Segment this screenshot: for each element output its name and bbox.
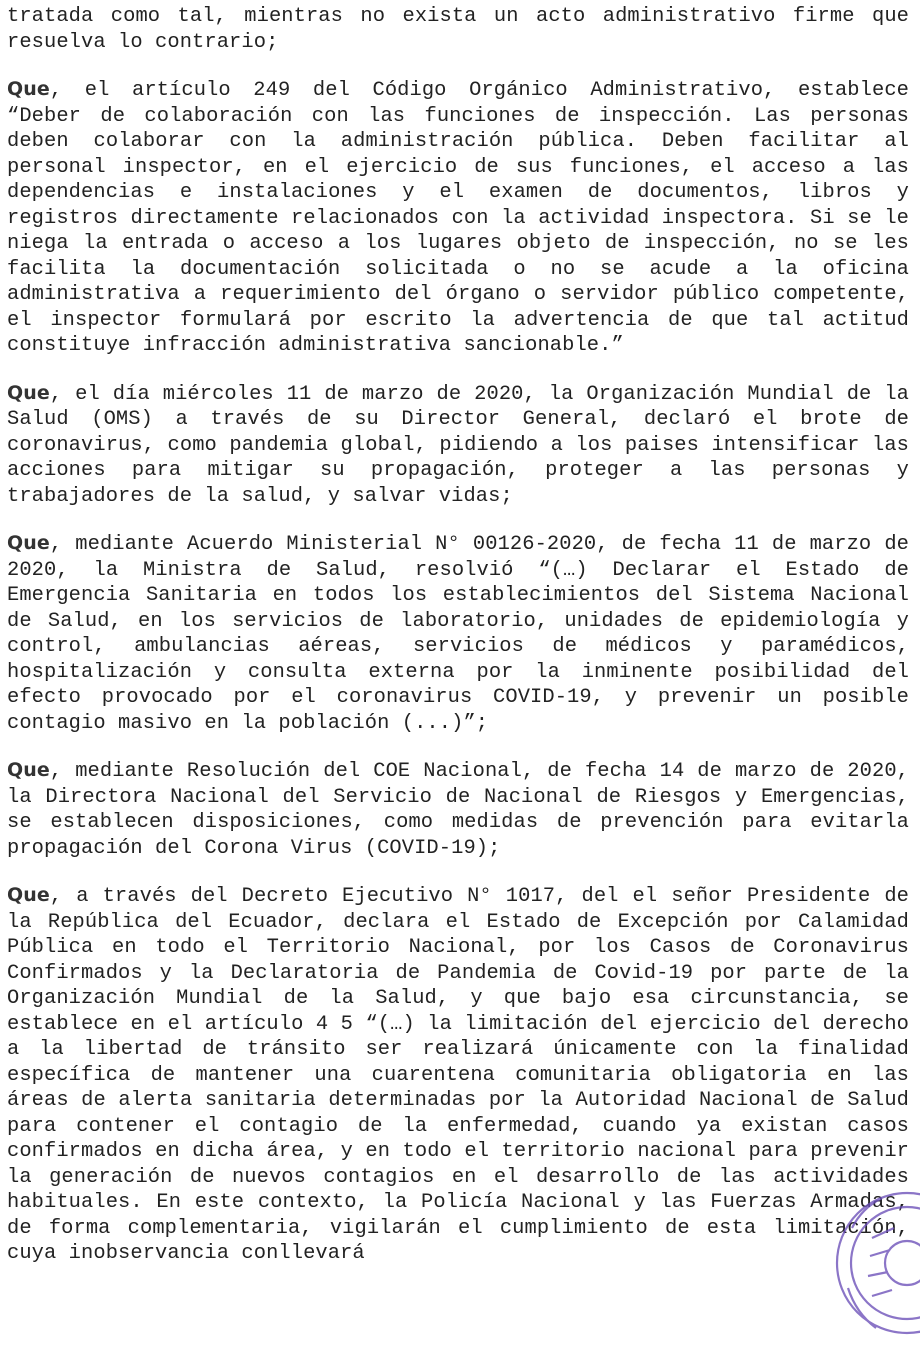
paragraph-keyword: Que xyxy=(7,381,50,404)
paragraph-text: , mediante Resolución del COE Nacional, de fecha 14 de marzo de 2020, la Directora Nacional del Servicio de Nacional de Riesgos y Emergencias, se establecen disposiciones, como medidas de prevención para evitarla propagación del Corona Virus (COVID-19); xyxy=(7,760,909,860)
paragraph-keyword: Que xyxy=(7,759,50,781)
paragraph-text: tratada como tal, mientras no exista un acto administrativo firme que resuelva lo contrario; xyxy=(7,5,909,54)
paragraph-text: , el día miércoles 11 de marzo de 2020, la Organización Mundial de la Salud (OMS) a través de su Director General, declaró el brote de coronavirus, como pandemia global, pidiendo a los paises intensificar las acciones para mitigar su propagación, proteger a las personas y trabajadores de la salud, y salvar vidas; xyxy=(7,382,909,508)
paragraph-considerando xyxy=(7,77,909,359)
paragraph-keyword: Que xyxy=(7,78,50,100)
paragraph-considerando xyxy=(7,758,909,861)
paragraph-considerando xyxy=(7,883,909,1267)
paragraph-keyword: Que xyxy=(7,884,50,906)
paragraph-considerando xyxy=(7,381,909,510)
paragraph-text: , a través del Decreto Ejecutivo N° 1017, del el señor Presidente de la República del Ecuador, declara el Estado de Excepción por Calamidad Pública en todo el Territorio Nacional, por los Casos de Coronavirus Confirmados y la Declaratoria de Pandemia de Covid-19 por parte de la Organización Mundial de la Salud, y que bajo esa circunstancia, se establece en el artículo 4 5 “(…) la limitación del ejercicio del derecho a la libertad de tránsito ser realizará únicamente con la finalidad específica de mantener una cuarentena comunitaria obligatoria en las áreas de alerta sanitaria determinadas por la Autoridad Nacional de Salud para contener el contagio de la enfermedad, cuando ya existan casos confirmados en dicha área, y en todo el territorio nacional para prevenir la generación de nuevos contagios en el desarrollo de las actividades habituales. En este contexto, la Policía Nacional y las Fuerzas Armadas, de forma complementaria, vigilarán el cumplimiento de esta limitación, cuya inobservancia conllevará xyxy=(7,885,909,1265)
paragraph-text: , el artículo 249 del Código Orgánico Administrativo, establece “Deber de colaboración con las funciones de inspección. Las personas deben colaborar con la administración pública. Deben facilitar al personal inspector, en el ejercicio de sus funciones, el acceso a las dependencias e instalaciones y el examen de documentos, libros y registros directamente relacionados con la actividad inspectora. Si se le niega la entrada o acceso a los lugares objeto de inspección, no se les facilita la documentación solicitada o no se acude a la oficina administrativa a requerimiento del órgano o servidor público competente, el inspector formulará por escrito la advertencia de que tal actitud constituye infracción administrativa sancionable.” xyxy=(7,79,909,357)
paragraph-text: , mediante Acuerdo Ministerial N° 00126-2020, de fecha 11 de marzo de 2020, la Ministra de Salud, resolvió “(…) Declarar el Estado de Emergencia Sanitaria en todos los establecimientos del Sistema Nacional de Salud, en los servicios de laboratorio, unidades de epidemiología y control, ambulancias aéreas, servicios de médicos y paramédicos, hospitalización y consulta externa por la inminente posibilidad del efecto provocado por el coronavirus COVID-19, y prevenir un posible contagio masivo en la población (...)”; xyxy=(7,533,909,735)
paragraph-considerando xyxy=(7,531,909,736)
paragraph-keyword: Que xyxy=(7,532,50,554)
document-page xyxy=(7,4,909,1289)
paragraph-continuation xyxy=(7,4,909,55)
